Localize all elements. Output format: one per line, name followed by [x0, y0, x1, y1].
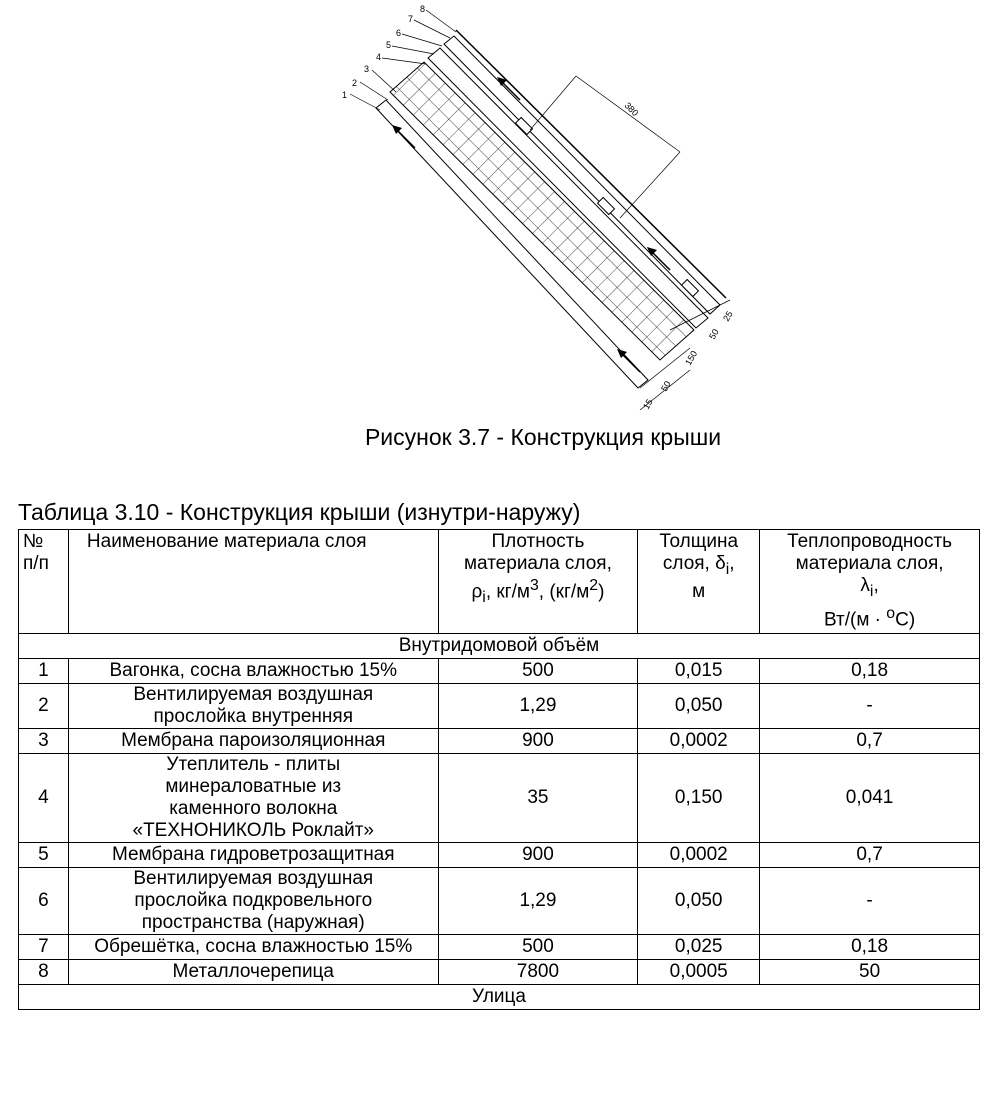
cond-comma: , — [873, 575, 879, 596]
header-density — [438, 530, 638, 634]
row-num: 6 — [19, 868, 69, 935]
row-name: Утеплитель - плиты минераловатные из каменного волокна «ТЕХНОНИКОЛЬ Роклайт» — [68, 754, 438, 843]
row-thickness: 0,050 — [638, 868, 760, 935]
row-name: Металлочерепица — [68, 960, 438, 985]
row-density: 1,29 — [438, 684, 638, 729]
layer-label-5: 5 — [386, 40, 392, 50]
row-conductivity: 0,18 — [760, 935, 980, 960]
row-density: 35 — [438, 754, 638, 843]
density-unit-3: ) — [598, 581, 605, 603]
row-thickness: 0,050 — [638, 684, 760, 729]
row-num: 5 — [19, 843, 69, 868]
layer-label-7: 7 — [408, 14, 414, 24]
density-unit-1: , кг/м — [485, 581, 530, 603]
table-row — [19, 729, 980, 754]
delta-sub: i — [725, 560, 730, 578]
row-conductivity: 50 — [760, 960, 980, 985]
row-num: 4 — [19, 754, 69, 843]
layer-label-2: 2 — [352, 78, 358, 88]
header-thickness-line1: Толщина — [659, 531, 739, 552]
row-num: 1 — [19, 659, 69, 684]
table-caption: Таблица 3.10 - Конструкция крыши (изнутри-наружу) — [18, 499, 581, 525]
header-conductivity — [760, 530, 980, 634]
row-thickness: 0,150 — [638, 754, 760, 843]
row-num: 3 — [19, 729, 69, 754]
row-thickness: 0,025 — [638, 935, 760, 960]
header-name: Наименование материала слоя — [68, 530, 438, 634]
header-thickness-line2: слоя, δ — [662, 553, 726, 574]
row-name: Вагонка, сосна влажностью 15% — [68, 659, 438, 684]
layer-label-3: 3 — [364, 64, 370, 74]
outside-row — [19, 985, 980, 1010]
dimension-50a-label: 50 — [707, 327, 721, 341]
row-name: Вентилируемая воздушная прослойка внутренняя — [68, 684, 438, 729]
row-name: Мембрана пароизоляционная — [68, 729, 438, 754]
dimension-15-label: 15 — [641, 397, 655, 411]
dimension-50b-label: 50 — [659, 379, 673, 393]
table-row — [19, 935, 980, 960]
row-conductivity: - — [760, 684, 980, 729]
table-row — [19, 843, 980, 868]
row-thickness: 0,0002 — [638, 729, 760, 754]
layer-label-4: 4 — [376, 52, 382, 62]
table-row — [19, 754, 980, 843]
row-conductivity: - — [760, 868, 980, 935]
header-thickness — [638, 530, 760, 634]
header-thickness-line3: м — [692, 580, 706, 602]
row-num: 7 — [19, 935, 69, 960]
layer-label-1: 1 — [342, 90, 348, 100]
header-density-line2: материала слоя, — [463, 553, 612, 574]
rho-symbol: ρ — [471, 581, 483, 603]
layer-label-6: 6 — [396, 28, 402, 38]
dimension-380-label: 380 — [622, 100, 641, 119]
outside-label: Улица — [19, 985, 980, 1010]
inside-label: Внутридомовой объём — [19, 634, 980, 659]
header-num: № п/п — [19, 530, 69, 634]
row-conductivity: 0,7 — [760, 843, 980, 868]
row-conductivity: 0,7 — [760, 729, 980, 754]
cond-sup: o — [886, 604, 896, 622]
table-row — [19, 684, 980, 729]
thickness-comma: , — [729, 553, 735, 574]
row-density: 1,29 — [438, 868, 638, 935]
inside-row — [19, 634, 980, 659]
roof-layers-table — [18, 529, 980, 1010]
row-density: 500 — [438, 935, 638, 960]
layer-label-8: 8 — [420, 4, 426, 14]
cond-unit-b: С) — [895, 609, 916, 631]
table-row — [19, 659, 980, 684]
header-cond-line2: материала слоя, — [795, 553, 944, 574]
table-row — [19, 960, 980, 985]
header-density-line1: Плотность — [491, 531, 585, 552]
cond-unit-a: Вт/(м · — [823, 609, 887, 631]
roof-construction-drawing — [330, 0, 750, 420]
row-density: 500 — [438, 659, 638, 684]
row-density: 900 — [438, 729, 638, 754]
row-name: Мембрана гидроветрозащитная — [68, 843, 438, 868]
dimension-25-label: 25 — [721, 309, 735, 323]
density-sup-2: 2 — [589, 577, 599, 594]
row-num: 2 — [19, 684, 69, 729]
density-sup-1: 3 — [529, 577, 539, 594]
lambda-symbol: λ — [860, 575, 870, 596]
rho-sub: i — [482, 589, 486, 607]
row-thickness: 0,015 — [638, 659, 760, 684]
row-thickness: 0,0002 — [638, 843, 760, 868]
row-conductivity: 0,18 — [760, 659, 980, 684]
header-cond-line1: Теплопроводность — [787, 531, 953, 552]
row-num: 8 — [19, 960, 69, 985]
lambda-sub: i — [869, 582, 874, 600]
row-density: 900 — [438, 843, 638, 868]
row-thickness: 0,0005 — [638, 960, 760, 985]
table-row — [19, 868, 980, 935]
density-unit-2: , (кг/м — [538, 581, 590, 603]
row-name: Обрешётка, сосна влажностью 15% — [68, 935, 438, 960]
row-name: Вентилируемая воздушная прослойка подкровельного пространства (наружная) — [68, 868, 438, 935]
figure-caption: Рисунок 3.7 - Конструкция крыши — [364, 424, 722, 450]
dimension-150-label: 150 — [683, 348, 700, 367]
header-row — [19, 530, 980, 634]
row-conductivity: 0,041 — [760, 754, 980, 843]
roof-section — [376, 30, 726, 388]
row-density: 7800 — [438, 960, 638, 985]
